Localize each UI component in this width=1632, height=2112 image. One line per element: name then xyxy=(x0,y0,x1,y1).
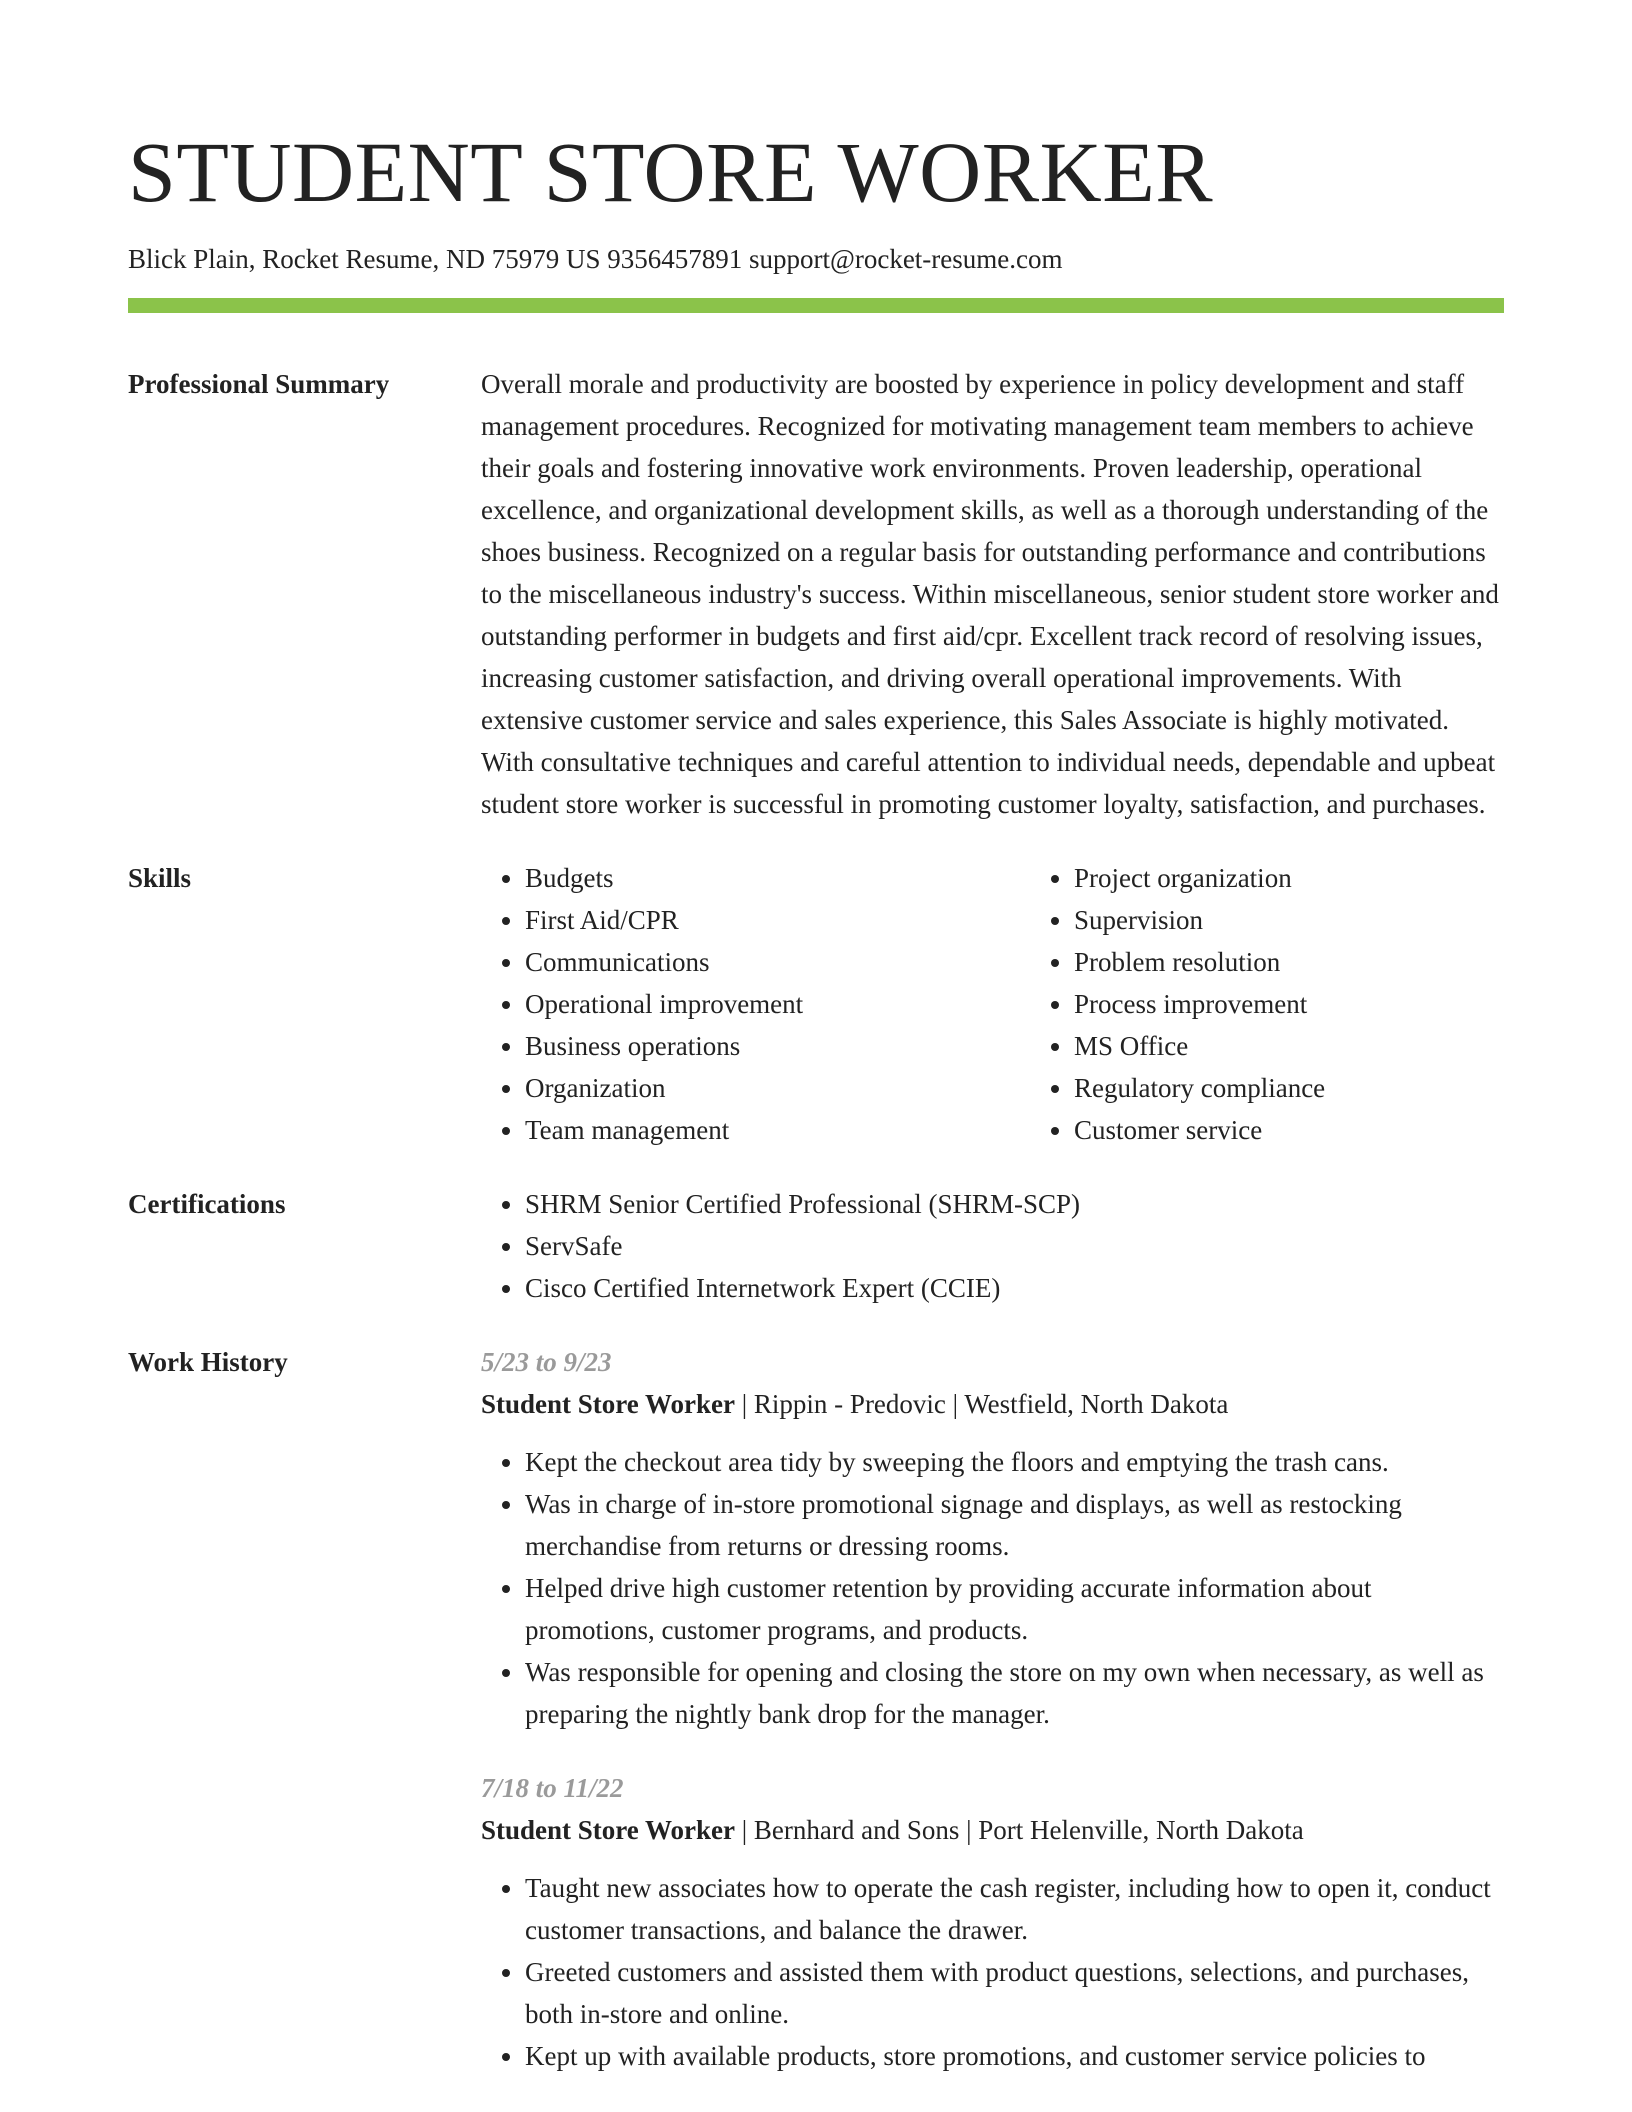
skill-item: • Communications xyxy=(525,941,1030,983)
job-title: Student Store Worker xyxy=(481,1815,736,1845)
certification-item: • ServSafe xyxy=(525,1225,1504,1267)
professional-summary-section xyxy=(128,363,1504,825)
contact-address: Blick Plain, Rocket Resume, ND 75979 US xyxy=(128,244,601,274)
skill-item: • Regulatory compliance xyxy=(1074,1067,1579,1109)
job-bullet: • Was responsible for opening and closing the store on my own when necessary, as well as preparing the nightly bank drop for the manager. xyxy=(525,1651,1504,1735)
job-bullet: • Was in charge of in-store promotional signage and displays, as well as restocking merchandise from returns or dressing rooms. xyxy=(525,1483,1504,1567)
job-title-line xyxy=(481,1809,1504,1851)
skills-list-right xyxy=(1030,857,1579,1151)
section-label-skills: Skills xyxy=(128,863,192,893)
summary-body xyxy=(481,363,1504,825)
skills-list-left xyxy=(481,857,1030,1151)
skill-item: • Customer service xyxy=(1074,1109,1579,1151)
job-dates: 7/18 to 11/22 xyxy=(481,1773,624,1803)
skill-item: • Budgets xyxy=(525,857,1030,899)
section-label-certifications: Certifications xyxy=(128,1189,286,1219)
candidate-name: STUDENT STORE WORKER xyxy=(128,124,1214,220)
job-title: Student Store Worker xyxy=(481,1389,736,1419)
certifications-list xyxy=(481,1183,1504,1309)
job-entry xyxy=(481,1767,1504,2077)
job-bullet-list xyxy=(481,1867,1504,2077)
contact-line xyxy=(128,242,1504,276)
job-bullet: • Kept the checkout area tidy by sweeping the floors and emptying the trash cans. xyxy=(525,1441,1504,1483)
certifications-body xyxy=(481,1183,1504,1309)
job-employer-location: | Bernhard and Sons | Port Helenville, North Dakota xyxy=(735,1815,1304,1845)
certification-item: • Cisco Certified Internetwork Expert (CCIE) xyxy=(525,1267,1504,1309)
skill-item: • Process improvement xyxy=(1074,983,1579,1025)
job-bullet: • Kept up with available products, store promotions, and customer service policies to xyxy=(525,2035,1504,2077)
work-history-section xyxy=(128,1341,1504,2109)
contact-phone: 9356457891 xyxy=(607,244,743,274)
job-title-line xyxy=(481,1383,1504,1425)
job-dates: 5/23 to 9/23 xyxy=(481,1347,612,1377)
section-label-summary: Professional Summary xyxy=(128,369,390,399)
job-bullet: • Helped drive high customer retention by providing accurate information about promotions, customer programs, and products. xyxy=(525,1567,1504,1651)
job-employer-location: | Rippin - Predovic | Westfield, North Dakota xyxy=(735,1389,1229,1419)
certifications-section xyxy=(128,1183,1504,1309)
job-bullet: • Greeted customers and assisted them with product questions, selections, and purchases, both in-store and online. xyxy=(525,1951,1504,2035)
skill-item: • MS Office xyxy=(1074,1025,1579,1067)
contact-email: support@rocket-resume.com xyxy=(748,244,1063,274)
skill-item: • Operational improvement xyxy=(525,983,1030,1025)
skill-item: • Problem resolution xyxy=(1074,941,1579,983)
skills-columns xyxy=(481,857,1579,1151)
summary-text: Overall morale and productivity are boosted by experience in policy development and staff management procedures. Recognized for motivating management team members to achieve their goals and fostering innovative work environments. Proven leadership, operational excellence, and organizational development skills, as well as a thorough understanding of the shoes business. Recognized on a regular basis for outstanding performance and contributions to the miscellaneous industry's success. Within miscellaneous, senior student store worker and outstanding performer in budgets and first aid/cpr. Excellent track record of resolving issues, increasing customer satisfaction, and driving overall operational improvements. With extensive customer service and sales experience, this Sales Associate is highly motivated. With consultative techniques and careful attention to individual needs, dependable and upbeat student store worker is successful in promoting customer loyalty, satisfaction, and purchases. xyxy=(481,369,1499,819)
certification-item: • SHRM Senior Certified Professional (SHRM-SCP) xyxy=(525,1183,1504,1225)
work-history-body xyxy=(481,1341,1504,2109)
resume-header xyxy=(128,120,1504,313)
header-accent-rule xyxy=(128,298,1504,313)
skill-item: • Business operations xyxy=(525,1025,1030,1067)
skill-item: • First Aid/CPR xyxy=(525,899,1030,941)
job-bullet-list xyxy=(481,1441,1504,1735)
section-label-work-history: Work History xyxy=(128,1347,288,1377)
skill-item: • Team management xyxy=(525,1109,1030,1151)
skills-section xyxy=(128,857,1504,1151)
skill-item: • Project organization xyxy=(1074,857,1579,899)
job-bullet: • Taught new associates how to operate the cash register, including how to open it, conduct customer transactions, and balance the drawer. xyxy=(525,1867,1504,1951)
job-entry xyxy=(481,1341,1504,1735)
skill-item: • Supervision xyxy=(1074,899,1579,941)
skill-item: • Organization xyxy=(525,1067,1030,1109)
